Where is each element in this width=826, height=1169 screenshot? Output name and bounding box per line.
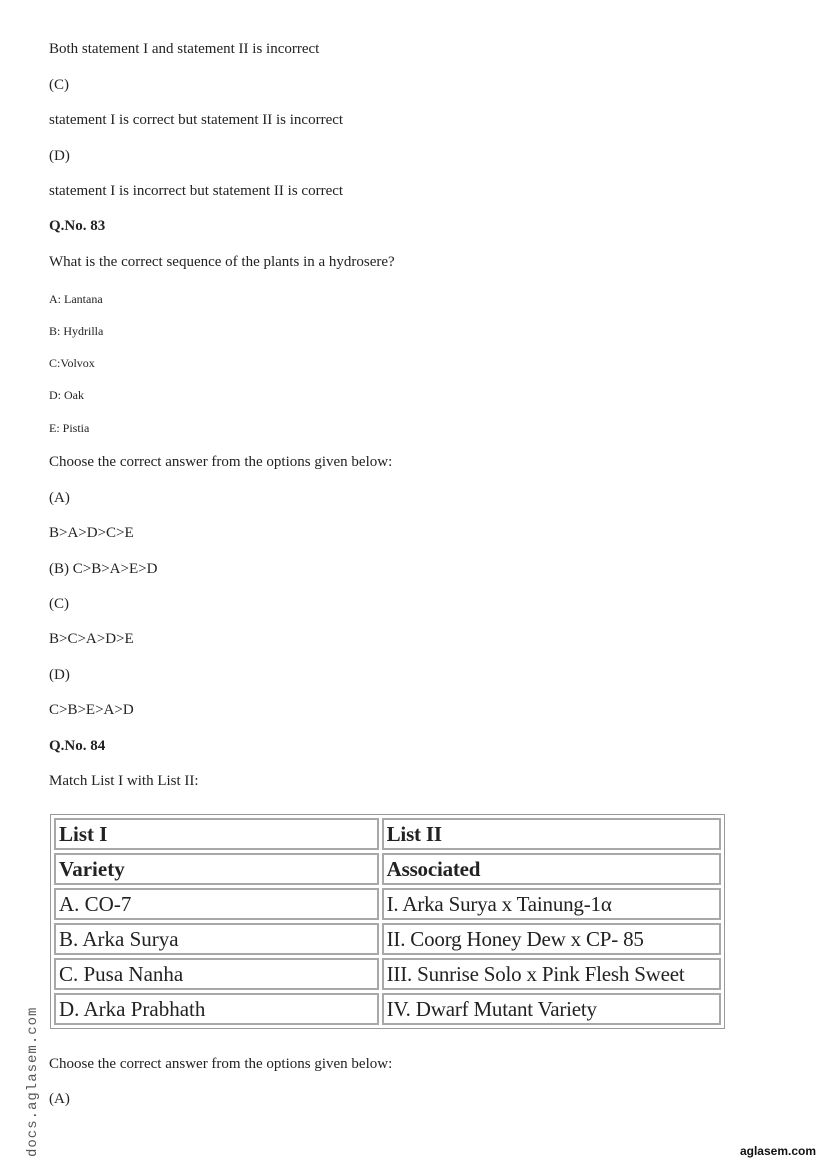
table-row: [54, 958, 721, 990]
q82-option-c-label: (C): [49, 77, 69, 93]
table-row: [54, 888, 721, 920]
q83-item-b: B: Hydrilla: [49, 324, 104, 338]
list-i-header: List I: [54, 818, 379, 850]
q83-option-d-text: C>B>E>A>D: [49, 702, 134, 718]
q84-instruction: Choose the correct answer from the options given below:: [49, 1056, 393, 1072]
q83-option-b: (B) C>B>A>E>D: [49, 561, 158, 577]
q82-option-d-label: (D): [49, 148, 70, 164]
table-cell-list-i: C. Pusa Nanha: [54, 958, 379, 990]
q83-option-a-text: B>A>D>C>E: [49, 525, 134, 541]
table-subheader-row: [54, 853, 721, 885]
table-cell-list-i: D. Arka Prabhath: [54, 993, 379, 1025]
table-cell-list-ii: IV. Dwarf Mutant Variety: [382, 993, 721, 1025]
table-row: [54, 993, 721, 1025]
footer-brand: aglasem.com: [739, 1144, 816, 1158]
table-cell-list-ii: III. Sunrise Solo x Pink Flesh Sweet: [382, 958, 721, 990]
q83-item-c: C:Volvox: [49, 356, 95, 370]
table-cell-list-i: A. CO-7: [54, 888, 379, 920]
q83-instruction: Choose the correct answer from the options given below:: [49, 454, 393, 470]
match-list-table: [50, 814, 725, 1029]
table-header-row: [54, 818, 721, 850]
q83-option-c-text: B>C>A>D>E: [49, 631, 134, 647]
q83-item-e: E: Pistia: [49, 421, 90, 435]
q84-option-a-label: (A): [49, 1091, 70, 1107]
table-cell-list-ii: I. Arka Surya x Tainung-1α: [382, 888, 721, 920]
q83-question: What is the correct sequence of the plants in a hydrosere?: [49, 254, 395, 270]
q83-option-c-label: (C): [49, 596, 69, 612]
q82-option-c-text: statement I is correct but statement II is incorrect: [49, 112, 344, 128]
table-cell-list-ii: II. Coorg Honey Dew x CP- 85: [382, 923, 721, 955]
q83-option-a-label: (A): [49, 490, 70, 506]
q83-option-d-label: (D): [49, 667, 70, 683]
side-watermark: docs.aglasem.com: [25, 1006, 41, 1157]
q82-option-d-text: statement I is incorrect but statement II is correct: [49, 183, 344, 199]
table-row: [54, 923, 721, 955]
q83-item-a: A: Lantana: [49, 292, 103, 306]
q82-option-b-text: Both statement I and statement II is incorrect: [49, 41, 320, 57]
variety-header: Variety: [54, 853, 379, 885]
q84-question: Match List I with List II:: [49, 773, 199, 789]
q83-item-d: D: Oak: [49, 388, 84, 402]
q84-number: Q.No. 84: [49, 738, 106, 754]
associated-header: Associated: [382, 853, 721, 885]
q83-number: Q.No. 83: [49, 218, 106, 234]
table-cell-list-i: B. Arka Surya: [54, 923, 379, 955]
list-ii-header: List II: [382, 818, 721, 850]
